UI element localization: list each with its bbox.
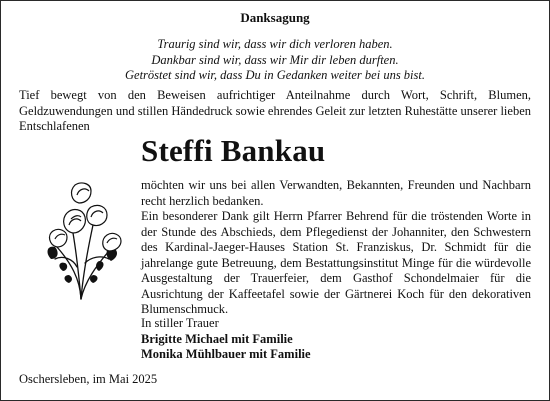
thank-you-text: [141, 178, 531, 318]
verse-block: [1, 37, 549, 84]
notice-heading: Danksagung: [240, 10, 310, 25]
verse-line: Dankbar sind wir, dass wir Mir dir leben durften.: [151, 52, 399, 67]
body-paragraph: Ein besonderer Dank gilt Herrn Pfarrer Behrend für die tröstenden Worte in der Stunde des Abschieds, dem Pflegedienst der Johanniter, den Schwestern des Kardinal-Jaeger-Hauses Station St. Franziskus, Dr. Schmidt für die jahrelange gute Betreuung, dem Bestattungsinstitut Minge für die würdevolle Ausgestaltung der Trauerfeier, dem Gasthof Schondelmaier für die Ausrichtung der Kaffeetafel sowie der Gärtnerei Koch für den dekorativen Blumenschmuck.: [141, 209, 531, 316]
verse-line: Getröstet sind wir, dass Du in Gedanken weiter bei uns bist.: [125, 68, 425, 82]
body-paragraph: möchten wir uns bei allen Verwandten, Bekannten, Freunden und Nachbarn recht herzlich bedanken.: [141, 178, 531, 208]
family-name: Monika Mühlbauer mit Familie: [141, 347, 311, 361]
signoff-label: In stiller Trauer: [141, 316, 219, 330]
deceased-name: Steffi Bankau: [141, 133, 326, 168]
signoff-block: [141, 316, 311, 363]
place-date: Oschersleben, im Mai 2025: [19, 372, 158, 386]
rose-bouquet-icon: [33, 167, 129, 301]
verse-line: Traurig sind wir, dass wir dich verloren haben.: [157, 37, 393, 51]
family-name: Brigitte Michael mit Familie: [141, 331, 293, 346]
intro-paragraph: Tief bewegt von den Beweisen aufrichtiger Anteilnahme durch Wort, Schrift, Blumen, Geldzuwendungen und stillen Händedruck sowie ehrendes Geleit zur letzten Ruhestätte unserer lieben Entschlafenen: [19, 88, 531, 133]
